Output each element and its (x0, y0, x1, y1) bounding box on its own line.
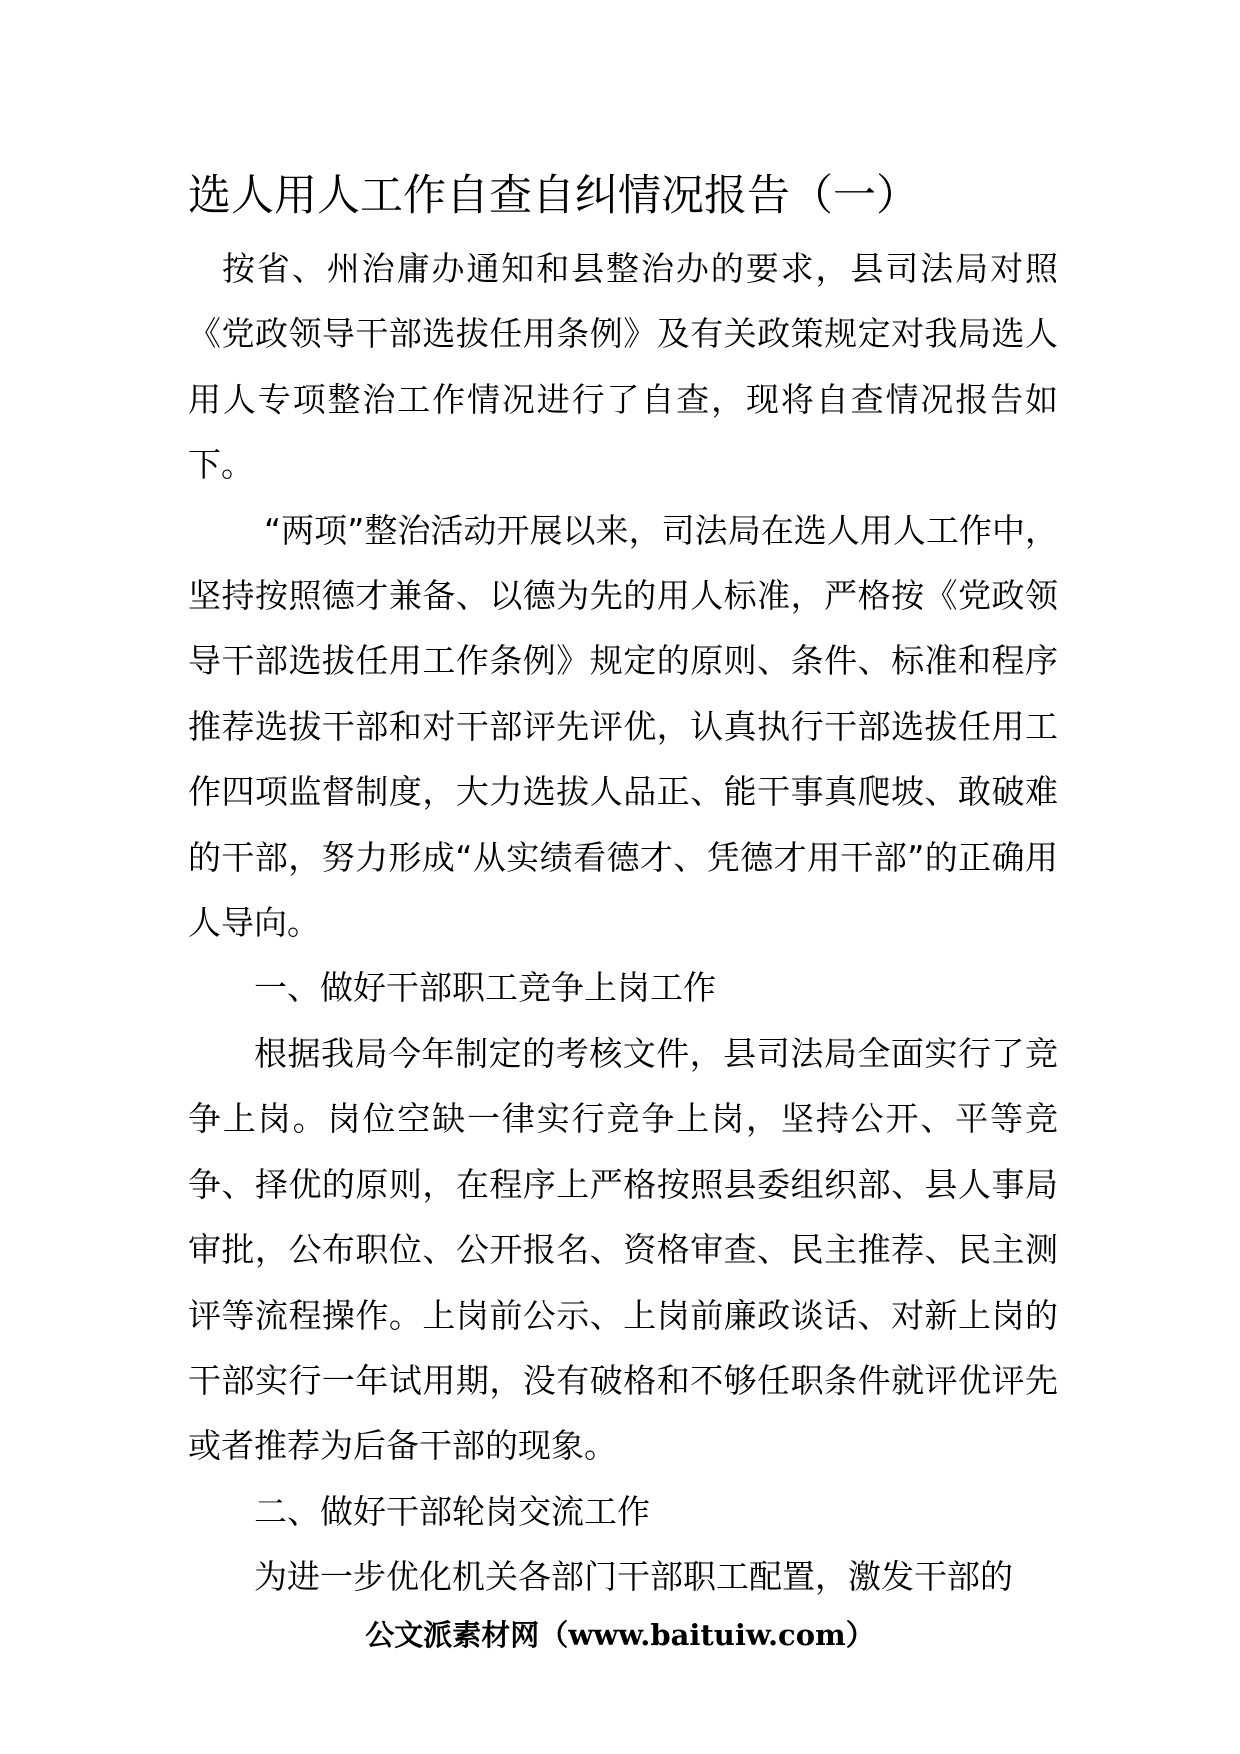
paragraph-rotation: 为进一步优化机关各部门干部职工配置，激发干部的 (254, 1557, 1013, 1597)
paragraph-intro: 按省、州治庸办通知和县整治办的要求，县司法局对照《党政领导干部选拔任用条例》及有关政策规定对我局选人用人专项整治工作情况进行了自查，现将自查情况报告如下。 (188, 249, 1058, 485)
document-body (188, 236, 1058, 1610)
section-heading-1: 一、做好干部职工竞争上岗工作 (254, 968, 716, 1008)
footer-watermark: 公文派素材网（www.baituiw.com） (365, 1618, 875, 1652)
document-title: 选人用人工作自查自纠情况报告（一） (188, 171, 919, 221)
paragraph-competition: 根据我局今年制定的考核文件，县司法局全面实行了竞争上岗。岗位空缺一律实行竞争上岗，坚持公开、平等竞争、择优的原则，在程序上严格按照县委组织部、县人事局审批，公布职位、公开报名、资格审查、民主推荐、民主测评等流程操作。上岗前公示、上岗前廉政谈话、对新上岗的干部实行一年试用期，没有破格和不够任职条件就评优评先或者推荐为后备干部的现象。 (188, 1033, 1058, 1466)
paragraph-overview: “两项”整治活动开展以来，司法局在选人用人工作中，坚持按照德才兼备、以德为先的用人标准，严格按《党政领导干部选拔任用工作条例》规定的原则、条件、标准和程序推荐选拔干部和对干部评先评优，认真执行干部选拔任用工作四项监督制度，大力选拔人品正、能干事真爬坡、敢破难的干部，努力形成“从实绩看德才、凭德才用干部”的正确用人导向。 (188, 510, 1058, 943)
section-heading-2: 二、做好干部轮岗交流工作 (254, 1491, 650, 1531)
